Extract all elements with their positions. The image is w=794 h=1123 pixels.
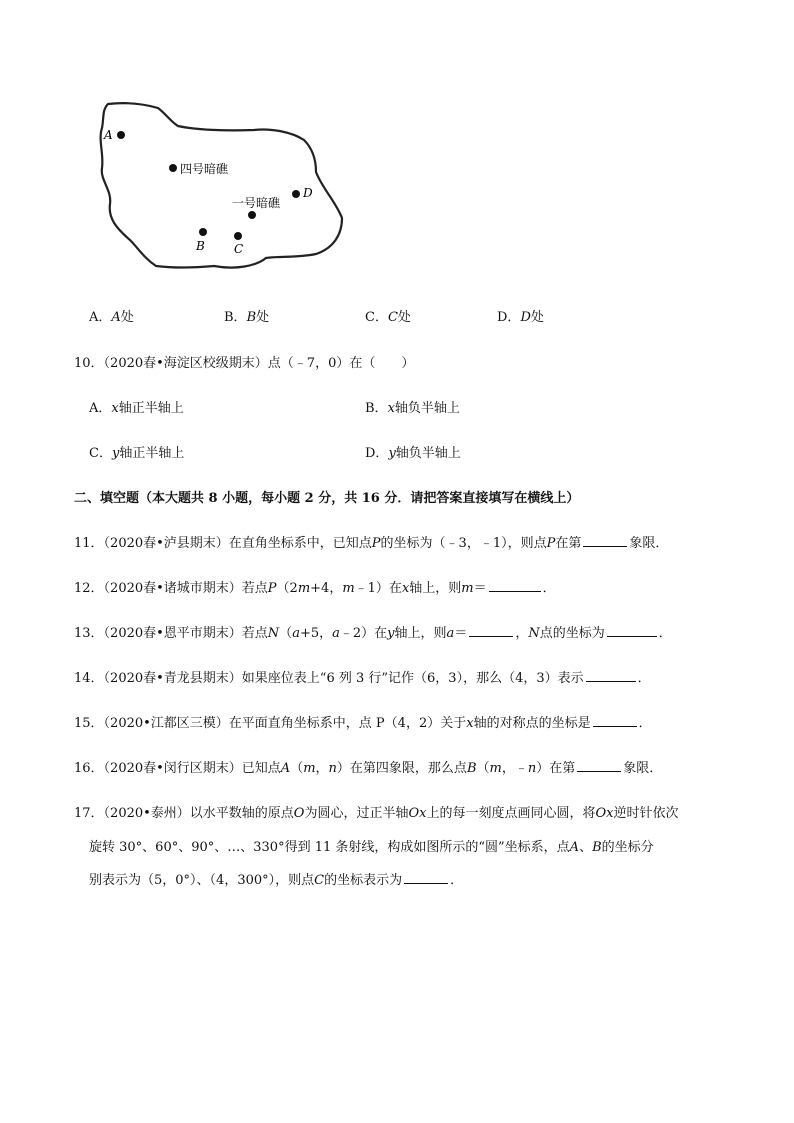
point-a-dot [117, 131, 125, 139]
point-c-label: C [234, 242, 244, 256]
option-text: 处 [256, 310, 270, 325]
var: N [267, 626, 280, 641]
q10-option-a [89, 397, 184, 416]
answer-blank[interactable] [586, 669, 636, 682]
var: a [292, 626, 300, 641]
var: m [461, 581, 474, 596]
option-letter: A． [89, 310, 112, 325]
q13-text: +5， [299, 626, 333, 641]
option-var: y [388, 446, 396, 461]
point-d-label: D [303, 186, 313, 200]
q11-text: 11．（2020春•泸县期末）在直角坐标系中，已知点 [74, 536, 372, 551]
q15-text: 轴的对称点的坐标是 [473, 716, 591, 731]
var: C [314, 873, 325, 888]
q16-text: ，﹣ [501, 761, 528, 776]
q17-text: 上的每一刻度点画同心圆，将 [426, 806, 596, 821]
reef1-dot [248, 211, 256, 219]
q10-stem: 10．（2020春•海淀区校级期末）点（﹣7，0）在（ ） [74, 356, 415, 371]
option-var: x [111, 401, 119, 416]
var: m [303, 761, 316, 776]
q12-text: +4， [310, 581, 343, 596]
answer-blank[interactable] [583, 534, 627, 547]
option-text: 处 [530, 310, 544, 325]
q17-text: 的坐标分 [601, 840, 654, 855]
question-12 [74, 577, 556, 596]
option-letter: B． [224, 310, 247, 325]
var: N [528, 626, 540, 641]
var: Ox [595, 806, 614, 821]
q11-text: 的坐标为（﹣3，﹣1），则点 [380, 536, 547, 551]
island-map [96, 98, 346, 273]
point-c-dot [234, 232, 242, 240]
q16-text: ）在第 [536, 761, 576, 776]
question-13 [74, 622, 672, 641]
q16-text: （ [290, 761, 304, 776]
question-17-line-1 [74, 802, 679, 821]
question-17-line-2 [89, 836, 654, 855]
answer-blank[interactable] [577, 759, 621, 772]
q15-text: 15．（2020•江都区三模）在平面直角坐标系中，点 P（4，2）关于 [74, 716, 467, 731]
q13-text: ﹣2）在 [339, 626, 388, 641]
option-letter: C． [365, 310, 388, 325]
question-16 [74, 757, 662, 776]
q13-text: 轴上，则 [394, 626, 447, 641]
option-text: 轴正半轴上 [118, 401, 184, 416]
q13-text: 点的坐标为 [539, 626, 605, 641]
q13-text: ＝ [454, 626, 468, 641]
q17-text: ． [450, 873, 464, 888]
q13-text: ， [515, 626, 529, 641]
q10-option-b [365, 397, 460, 416]
q12-text: ﹣1）在 [354, 581, 402, 596]
var: P [371, 536, 381, 551]
point-b-label: B [196, 239, 205, 253]
var: n [527, 761, 537, 776]
q11-text: 在第 [555, 536, 582, 551]
answer-blank[interactable] [607, 624, 657, 637]
var: n [328, 761, 337, 776]
q12-text: ＝ [473, 581, 487, 596]
q16-text: 象限． [623, 761, 663, 776]
var: B [592, 840, 602, 855]
var: m [489, 761, 502, 776]
q16-text: 16．（2020春•闵行区期末）已知点 [74, 761, 281, 776]
option-var: A [111, 310, 121, 325]
option-letter: D． [365, 446, 389, 461]
var: P [267, 581, 277, 596]
var: m [342, 581, 355, 596]
q16-text: ， [315, 761, 329, 776]
var: m [297, 581, 311, 596]
var: x [401, 581, 410, 596]
q10-option-d [365, 442, 461, 461]
q12-text: 轴上，则 [409, 581, 462, 596]
q10-option-c [89, 442, 184, 461]
q17-text: 逆时针依次 [613, 806, 679, 821]
question-17-line-3 [89, 869, 463, 888]
q12-text: （2 [276, 581, 298, 596]
option-var: D [520, 310, 531, 325]
q9-option-d [497, 306, 544, 325]
option-letter: C． [89, 446, 112, 461]
reef1-label: 一号暗礁 [232, 196, 281, 210]
point-d-dot [292, 190, 300, 198]
option-var: y [111, 446, 120, 461]
var: Ox [408, 806, 427, 821]
option-letter: D． [497, 310, 521, 325]
option-var: B [246, 310, 257, 325]
option-text: 轴负半轴上 [394, 401, 460, 416]
reef4-label: 四号暗礁 [180, 162, 229, 176]
q15-text: ． [638, 716, 652, 731]
q17-text: 为圆心，过正半轴 [304, 806, 409, 821]
q13-text: ． [658, 626, 672, 641]
point-b-dot [199, 228, 207, 236]
q9-option-c [365, 306, 411, 325]
var: P [546, 536, 556, 551]
var: y [387, 626, 395, 641]
answer-blank[interactable] [593, 714, 637, 727]
q17-text: 别表示为（5，0°）、（4，300°），则点 [89, 873, 315, 888]
option-letter: B． [365, 401, 388, 416]
option-text: 轴负半轴上 [395, 446, 461, 461]
var: a [332, 626, 340, 641]
q17-text: 旋转 30°、60°、90°、…、330°得到 11 条射线，构成如图所示的“圆”坐标系，点 [89, 840, 570, 855]
q12-text: 12．（2020春•诸城市期末）若点 [74, 581, 268, 596]
q12-text: ． [542, 581, 556, 596]
q16-text: （ [476, 761, 490, 776]
answer-blank[interactable] [469, 624, 513, 637]
option-text: 轴正半轴上 [119, 446, 185, 461]
var: x [466, 716, 474, 731]
q11-text: 象限． [629, 536, 669, 551]
section-heading: 二、填空题（本大题共 8 小题，每小题 2 分，共 16 分．请把答案直接填写在横线上） [74, 491, 580, 506]
question-14 [74, 667, 651, 686]
answer-blank[interactable] [489, 579, 541, 592]
q17-text: 的坐标表示为 [324, 873, 403, 888]
q17-text: 17．（2020•泰州）以水平数轴的原点 [74, 806, 294, 821]
question-15 [74, 712, 652, 731]
q14-text: 14．（2020春•青龙县期末）如果座位表上“6 列 3 行”记作（6，3），那么（4，3）表示 [74, 671, 584, 686]
option-text: 处 [120, 310, 134, 325]
var: A [569, 840, 580, 855]
answer-blank[interactable] [404, 871, 448, 884]
option-var: x [387, 401, 395, 416]
question-11 [74, 532, 668, 551]
q16-text: ）在第四象限，那么点 [336, 761, 467, 776]
option-var: C [387, 310, 398, 325]
q13-text: 13．（2020春•恩平市期末）若点 [74, 626, 268, 641]
q17-text: 、 [579, 840, 593, 855]
q9-option-a [89, 306, 134, 325]
var: A [280, 761, 291, 776]
var: O [293, 806, 305, 821]
q14-text: ． [637, 671, 651, 686]
var: B [466, 761, 477, 776]
option-text: 处 [397, 310, 411, 325]
q13-text: （ [279, 626, 293, 641]
q9-option-b [224, 306, 269, 325]
option-letter: A． [89, 401, 112, 416]
reef4-dot [169, 164, 177, 172]
point-a-label: A [104, 128, 113, 142]
var: a [446, 626, 455, 641]
